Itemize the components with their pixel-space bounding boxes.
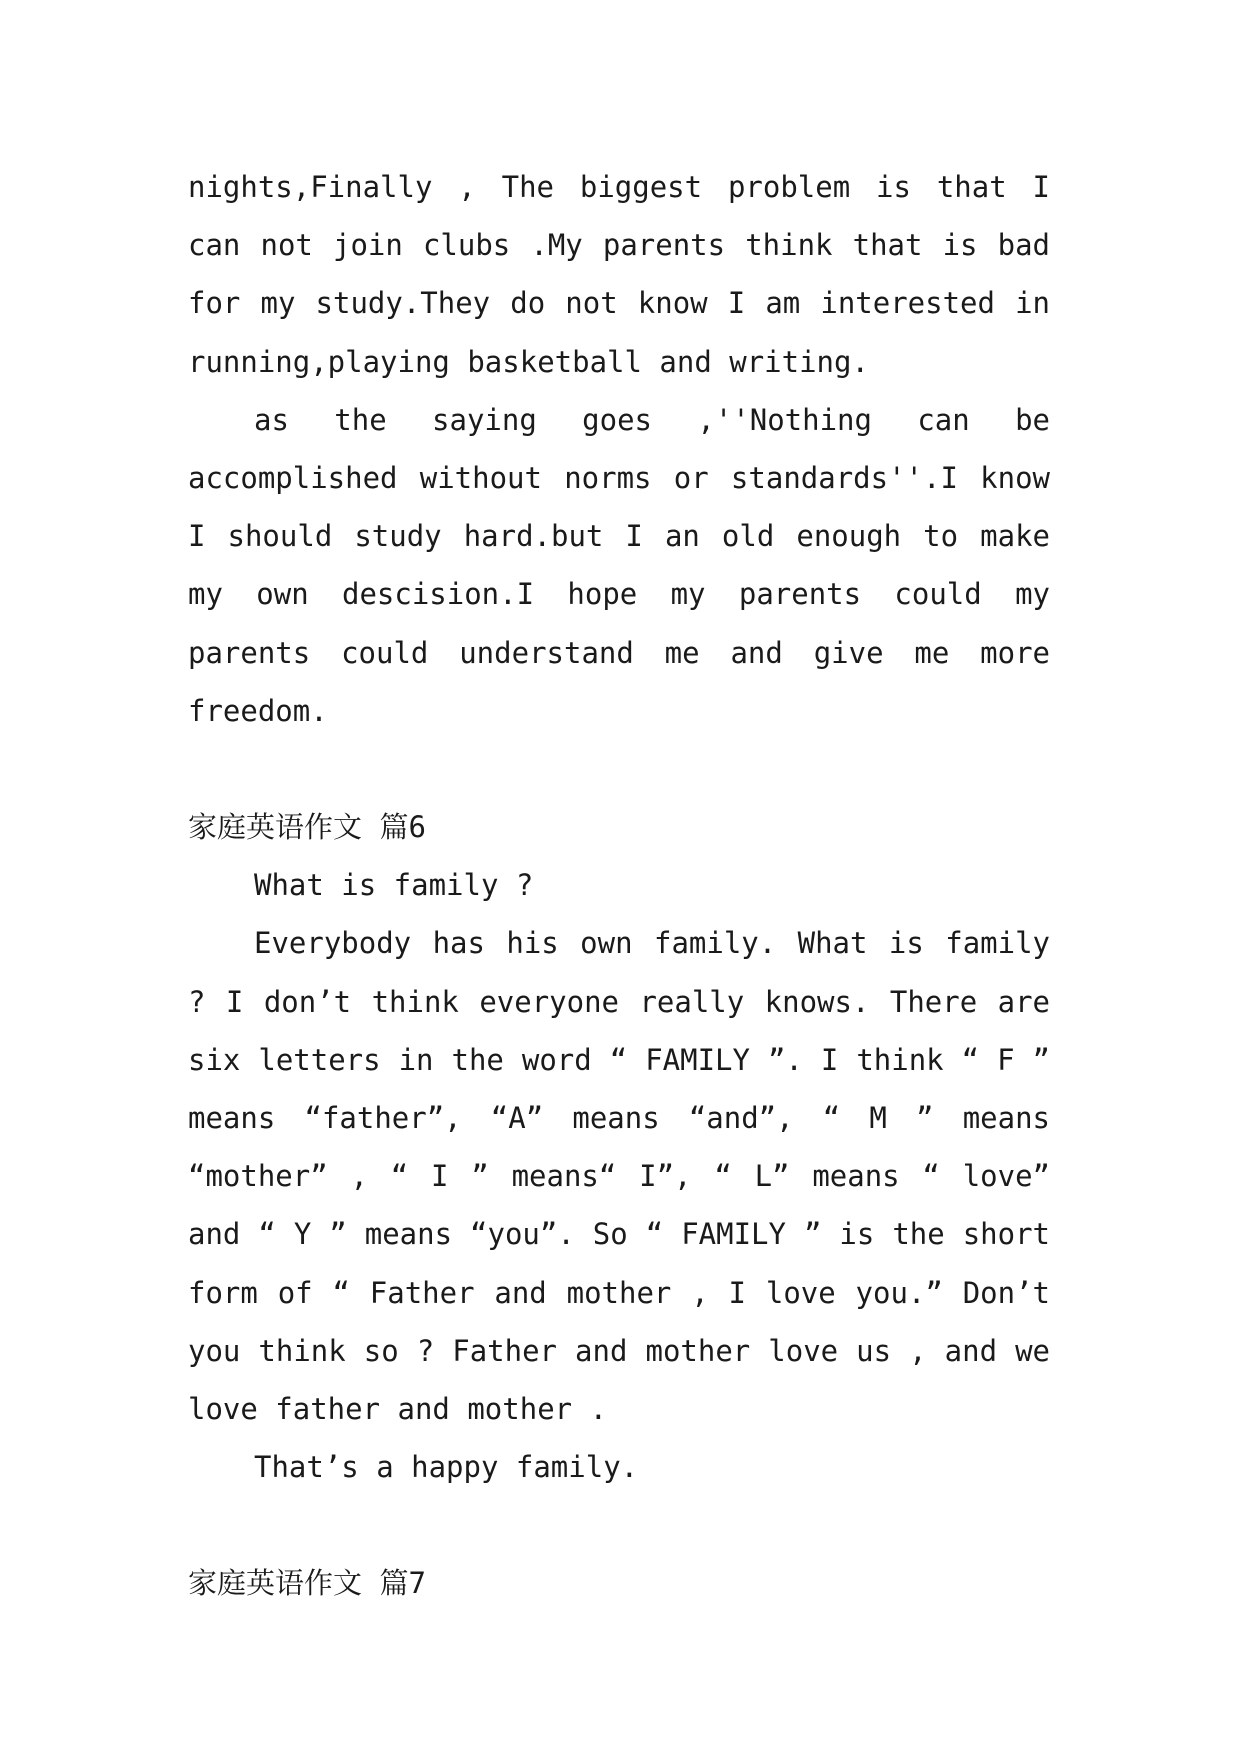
section-gap xyxy=(188,740,1050,798)
document-page xyxy=(188,158,1050,1613)
paragraph-continuation: nights,Finally , The biggest problem is that I can not join clubs .My parents think that is bad for my study.They do not know I am interested in running,playing basketball and writing. xyxy=(188,170,1050,379)
section-gap xyxy=(188,1496,1050,1554)
paragraph-family-meaning: Everybody has his own family. What is family ? I don’t think everyone really knows. There are six letters in the word “ FAMILY ”. I think “ F ” means “father”, “A” means “and”, “ M ” means “mother” , “ I ” means“ I”, “ L” means “ love” and “ Y ” means “you”. So “ FAMILY ” is the short form of “ Father and mother , I love you.” Don’t you think so ? Father and mother love us , and we love father and mother . xyxy=(188,926,1050,1427)
paragraph-saying: as the saying goes ,''Nothing can be accomplished without norms or standards''.I know I should study hard.but I an old enough to make my own descision.I hope my parents could my parents could understand me and give me more freedom. xyxy=(188,402,1050,728)
essay-title-line: What is family ? xyxy=(254,868,534,903)
paragraph-happy-family: That’s a happy family. xyxy=(254,1450,639,1485)
section-heading-6: 家庭英语作文 篇6 xyxy=(188,810,426,845)
section-heading-7: 家庭英语作文 篇7 xyxy=(188,1566,426,1601)
